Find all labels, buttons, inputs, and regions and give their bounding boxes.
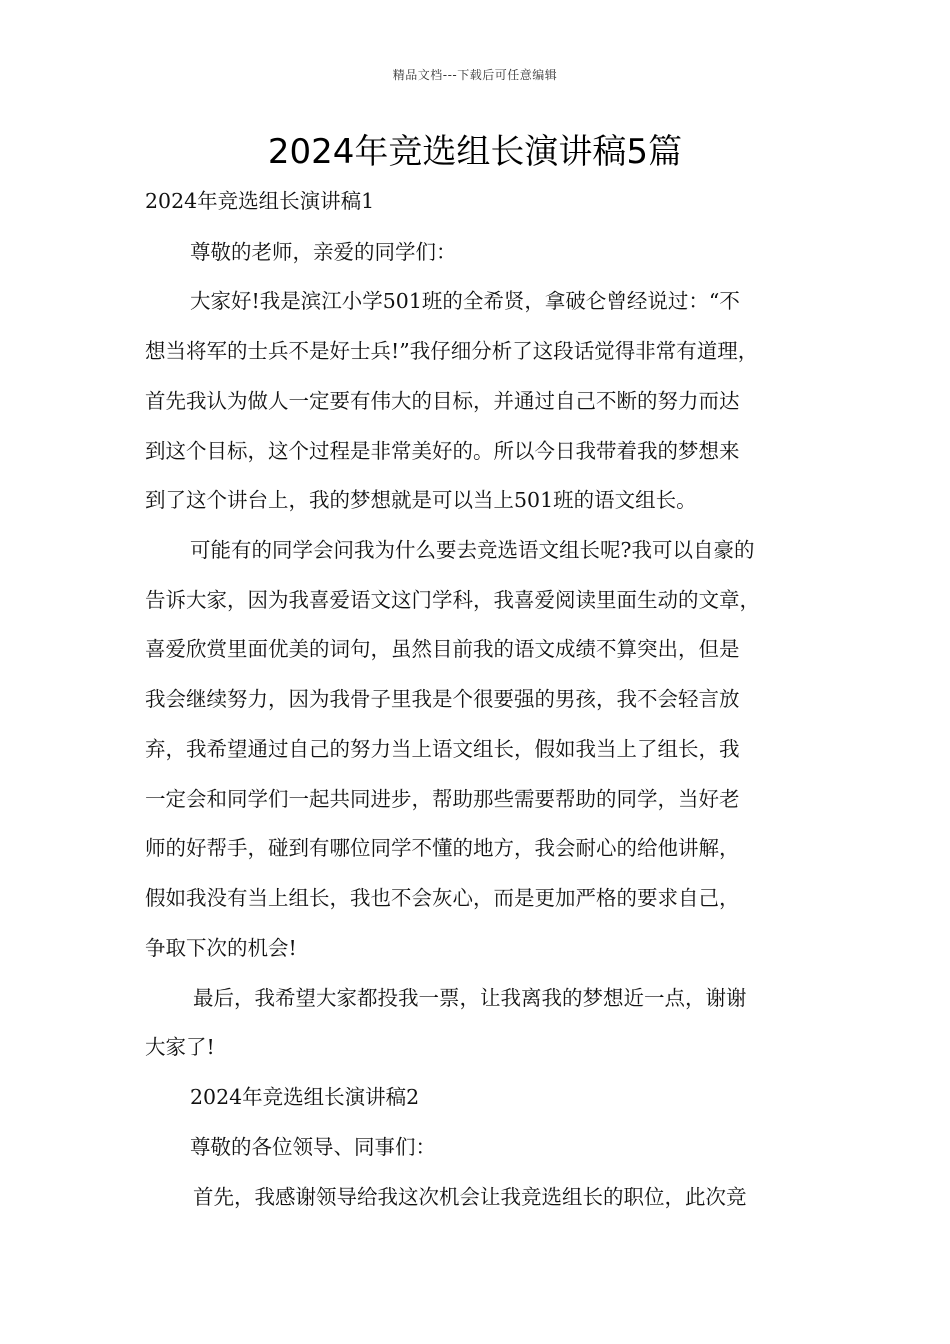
paragraph-line: 告诉大家，因为我喜爱语文这门学科，我喜爱阅读里面生动的文章，: [145, 588, 760, 612]
paragraph-line: 想当将军的士兵不是好士兵!”我仔细分析了这段话觉得非常有道理，: [145, 339, 759, 363]
section-heading-2: 2024年竞选组长演讲稿2: [190, 1085, 420, 1109]
salutation-1: 尊敬的老师，亲爱的同学们：: [190, 240, 457, 264]
paragraph-line: 争取下次的机会!: [145, 936, 297, 960]
paragraph-line: 到这个目标，这个过程是非常美好的。所以今日我带着我的梦想来: [145, 439, 740, 463]
paragraph-line: 弃，我希望通过自己的努力当上语文组长，假如我当上了组长，我: [145, 737, 740, 761]
document-title: 2024年竞选组长演讲稿5篇: [267, 132, 683, 172]
section-heading-1: 2024年竞选组长演讲稿1: [145, 189, 375, 213]
paragraph-line: 到了这个讲台上，我的梦想就是可以当上501班的语文组长。: [145, 488, 697, 512]
paragraph-line: 师的好帮手，碰到有哪位同学不懂的地方，我会耐心的给他讲解，: [145, 836, 740, 860]
paragraph-line: 大家好!我是滨江小学501班的全希贤，拿破仑曾经说过：“不: [190, 289, 740, 313]
paragraph-line: 最后，我希望大家都投我一票，让我离我的梦想近一点，谢谢: [193, 986, 747, 1010]
paragraph-line: 一定会和同学们一起共同进步，帮助那些需要帮助的同学，当好老: [145, 787, 740, 811]
paragraph-line: 喜爱欣赏里面优美的词句，虽然目前我的语文成绩不算突出，但是: [145, 637, 740, 661]
paragraph-line: 我会继续努力，因为我骨子里我是个很要强的男孩，我不会轻言放: [145, 687, 740, 711]
paragraph-line: 假如我没有当上组长，我也不会灰心，而是更加严格的要求自己，: [145, 886, 740, 910]
paragraph-line: 首先，我感谢领导给我这次机会让我竞选组长的职位，此次竞: [193, 1185, 747, 1209]
paragraph-line: 首先我认为做人一定要有伟大的目标，并通过自己不断的努力而达: [145, 389, 740, 413]
paragraph-line: 可能有的同学会问我为什么要去竞选语文组长呢?我可以自豪的: [190, 538, 755, 562]
header-note: 精品文档---下载后可任意编辑: [392, 68, 558, 82]
paragraph-line: 大家了!: [145, 1035, 215, 1059]
salutation-2: 尊敬的各位领导、同事们：: [190, 1135, 436, 1159]
